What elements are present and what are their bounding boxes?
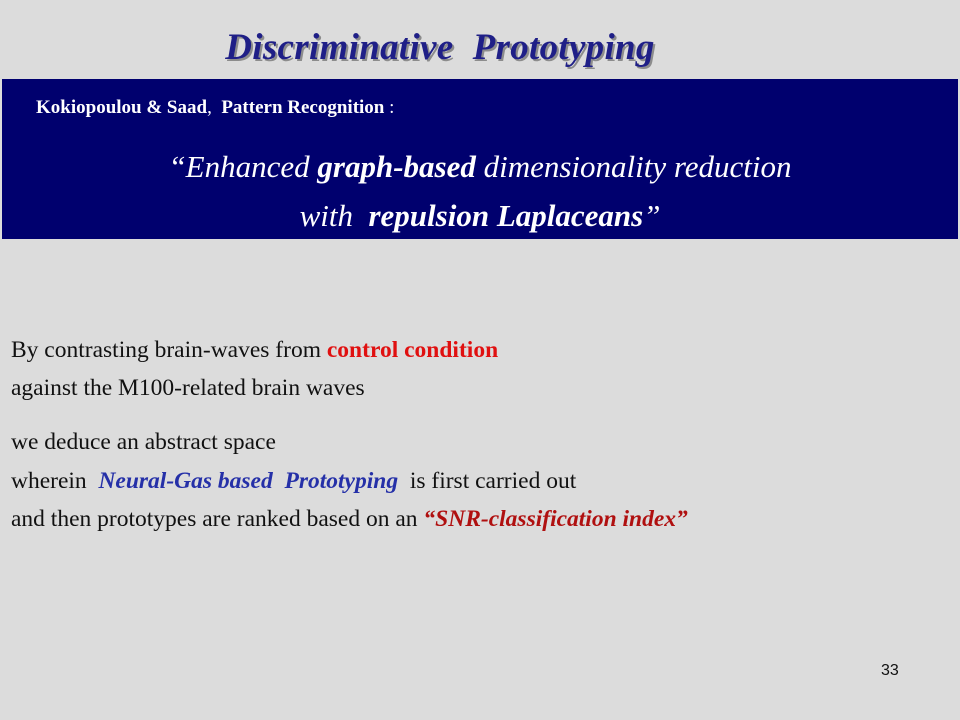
quote-line-1-open: “Enhanced	[168, 149, 318, 184]
neural-gas-highlight: Neural-Gas based Prototyping	[98, 468, 399, 494]
citation-line	[36, 97, 394, 119]
quote-line-2-open: with	[299, 198, 369, 233]
body-line-4-prefix: wherein	[11, 468, 99, 494]
body-line-1	[11, 337, 498, 364]
quote-line-1-rest: dimensionality reduction	[475, 149, 792, 184]
quote-line-2	[2, 198, 958, 234]
control-condition-highlight: control condition	[326, 337, 499, 363]
body-line-1-prefix: By contrasting brain-waves from	[11, 337, 327, 363]
quote-line-1-emphasis: graph-based	[317, 149, 476, 184]
body-line-5-prefix: and then prototypes are ranked based on an	[11, 506, 424, 532]
body-line-2: against the M100-related brain waves	[11, 375, 365, 401]
quote-line-2-emphasis: repulsion Laplaceans	[368, 198, 644, 233]
slide-title: Discriminative Prototyping	[225, 27, 655, 68]
citation-journal: Pattern Recognition	[221, 97, 385, 118]
body-line-3: we deduce an abstract space	[11, 429, 276, 455]
body-line-4	[11, 468, 576, 495]
snr-index-highlight: “SNR-classification index”	[423, 506, 688, 532]
citation-colon: :	[384, 97, 395, 118]
page-number: 33	[881, 662, 899, 679]
citation-authors: Kokiopoulou & Saad	[36, 97, 208, 118]
quote-line-2-close: ”	[643, 198, 661, 233]
citation-box	[2, 79, 958, 239]
body-line-4-suffix: is first carried out	[398, 468, 577, 494]
body-line-5	[11, 506, 688, 533]
quote-line-1	[2, 149, 958, 185]
citation-separator: ,	[207, 97, 222, 118]
